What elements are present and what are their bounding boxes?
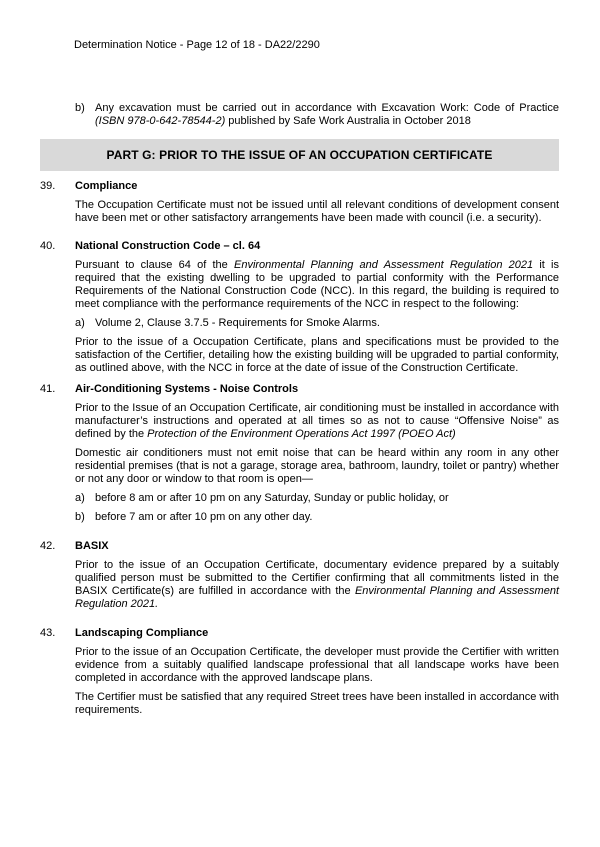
condition-paragraph: Prior to the issue of an Occupation Certificate, the developer must provide the Certifier with written evidence from a suitably qualified landscape professional that all landscape works have been completed in accordance with the approved landscape plans. [75, 646, 559, 684]
condition-title: Compliance [75, 180, 138, 192]
list-item-text [95, 102, 559, 128]
list-item [75, 511, 559, 524]
condition-39 [40, 180, 559, 231]
condition-41 [40, 383, 559, 530]
condition-heading [40, 180, 559, 193]
condition-paragraph: Domestic air conditioners must not emit noise that can be heard within any room in any other residential premises (that is not a garage, storage area, bathroom, laundry, toilet or pantry) whether or not any door or window to that room is open— [75, 447, 559, 485]
regulation-reference: Environmental Planning and Assessment Regulation 2021. [75, 585, 559, 610]
condition-heading [40, 240, 559, 253]
condition-heading [40, 627, 559, 640]
act-reference: Protection of the Environment Operations Act 1997 (POEO Act) [147, 428, 456, 440]
text-run: Any excavation must be carried out in accordance with Excavation Work: Code of Practice [95, 102, 559, 114]
list-item-text: before 7 am or after 10 pm on any other day. [95, 511, 313, 523]
condition-paragraph: The Occupation Certificate must not be issued until all relevant conditions of development consent have been met or other satisfactory arrangements have been made with council (i.e. a security). [75, 199, 559, 224]
condition-number: 42. [40, 540, 56, 552]
condition-number: 41. [40, 383, 56, 395]
text-run: Prior to the issue of an Occupation Certificate, documentary evidence prepared by a suitably qualified person must be submitted to the Certifier confirming that all commitments listed in the BASIX Certificate(s) are fulfilled in accordance with the [75, 559, 559, 597]
list-item-text: Volume 2, Clause 3.7.5 - Requirements for Smoke Alarms. [95, 317, 380, 329]
condition-paragraph [75, 559, 559, 611]
condition-number: 40. [40, 240, 56, 252]
condition-42 [40, 540, 559, 617]
condition-number: 39. [40, 180, 56, 192]
list-item-label: b) [75, 511, 85, 523]
regulation-reference: Environmental Planning and Assessment Regulation 2021 [234, 259, 534, 271]
list-item-label: b) [75, 102, 85, 114]
text-run: Pursuant to clause 64 of the [75, 259, 234, 271]
condition-heading [40, 540, 559, 553]
condition-43 [40, 627, 559, 723]
condition-number: 43. [40, 627, 56, 639]
list-item-label: a) [75, 492, 85, 504]
condition-title: National Construction Code – cl. 64 [75, 240, 261, 252]
condition-title: Air-Conditioning Systems - Noise Controls [75, 383, 299, 395]
condition-title: Landscaping Compliance [75, 627, 209, 639]
isbn-reference: (ISBN 978-0-642-78544-2) [95, 115, 226, 127]
list-item [75, 492, 559, 505]
part-banner [40, 139, 559, 171]
condition-paragraph [75, 259, 559, 311]
list-item [75, 317, 559, 330]
condition-paragraph [75, 402, 559, 441]
part-title: PART G: PRIOR TO THE ISSUE OF AN OCCUPATION CERTIFICATE [106, 147, 493, 162]
list-item-text: before 8 am or after 10 pm on any Saturday, Sunday or public holiday, or [95, 492, 449, 504]
condition-title: BASIX [75, 540, 109, 552]
condition-paragraph: The Certifier must be satisfied that any required Street trees have been installed in accordance with requirements. [75, 691, 559, 716]
text-run: published by Safe Work Australia in October 2018 [225, 115, 471, 127]
page-header: Determination Notice - Page 12 of 18 - DA22/2290 [74, 39, 320, 51]
list-item-label: a) [75, 317, 85, 329]
text-run: Prior to the Issue of an Occupation Certificate, air conditioning must be installed in accordance with manufacturer’s instructions and operated at all times so as not to cause “Offensive Noise” as defined by the [75, 402, 559, 440]
condition-paragraph: Prior to the issue of a Occupation Certificate, plans and specifications must be provided to the satisfaction of the Certifier, detailing how the existing building will be upgraded to partial conformity, as outlined above, with the NCC in force at the date of issue of the Construction Certificate. [75, 336, 559, 374]
list-item [75, 102, 559, 128]
condition-40 [40, 240, 559, 381]
condition-heading [40, 383, 559, 396]
text-run: it is required that the existing dwelling to be upgraded to partial conformity with the Performance Requirements of the National Construction Code (NCC). In this regard, the building is required to meet compliance with the performance requirements of the NCC in respect to the following: [75, 259, 559, 310]
